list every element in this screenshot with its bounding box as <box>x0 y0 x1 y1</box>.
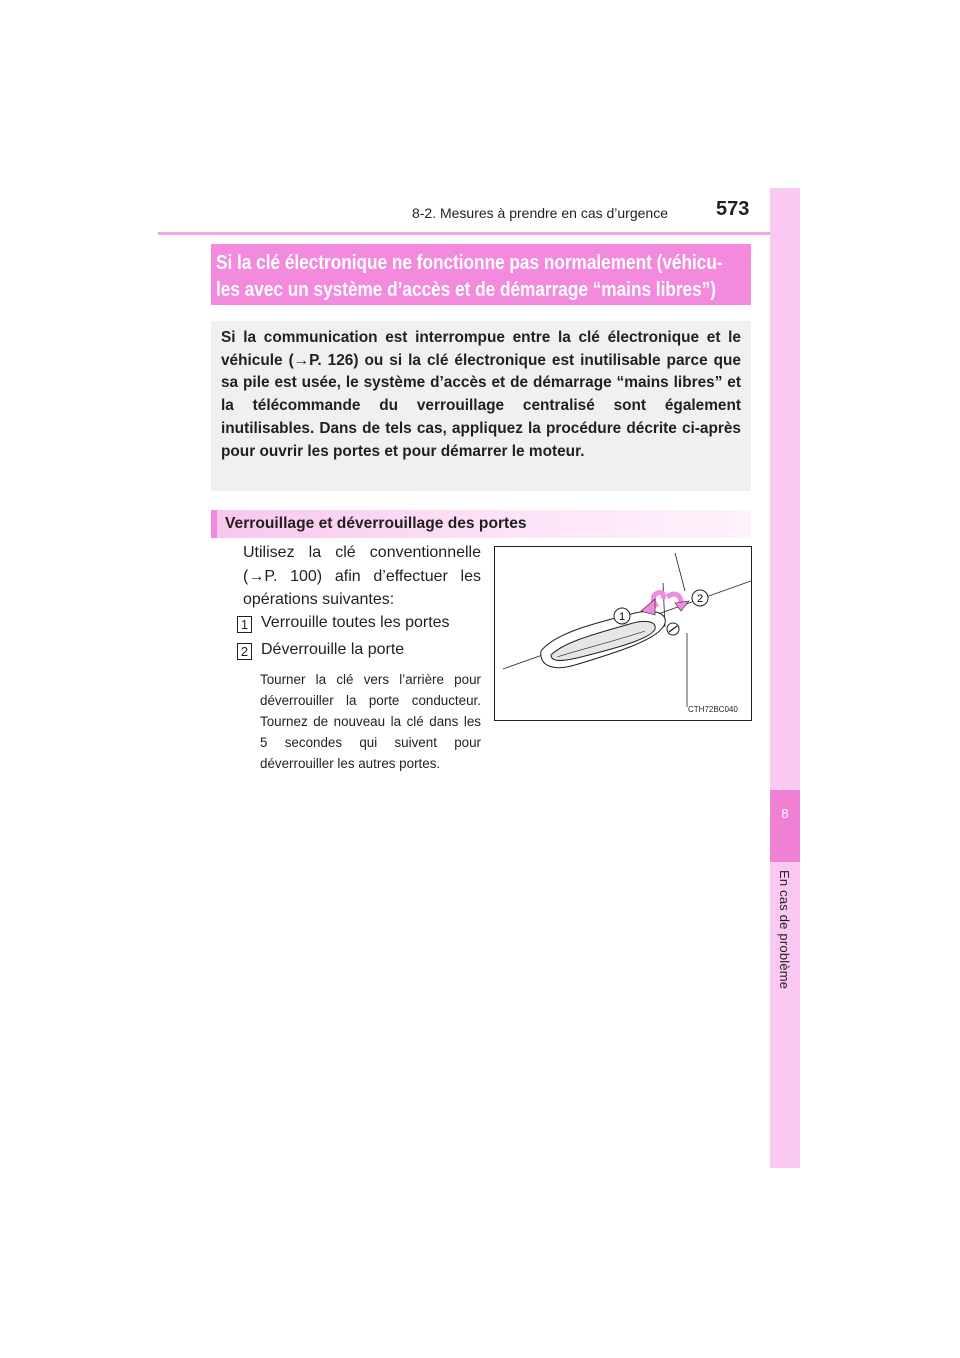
section-heading-line1: Si la clé électronique ne fonctionne pas normalement (véhicu- <box>216 252 723 274</box>
page-number: 573 <box>716 198 750 220</box>
callout-label-2: 2 <box>696 593 704 605</box>
step-label-2: Déverrouille la porte <box>261 641 405 658</box>
door-handle-illustration <box>494 546 752 721</box>
subheading: Verrouillage et déverrouillage des portes <box>225 515 527 532</box>
intro-text: Si la communication est interrompue entre la clé électronique et le véhicule (→P. 126) ou si la clé électronique est inutilisable parce que sa pile est usée, le système d’accès et de démarrage “mains libres” et la télécommande du verrouillage centralisé sont également inutilisables. Dans de tels cas, appliquez la procédure décrite ci-après pour ouvrir les portes et pour démarrer le moteur. <box>221 329 741 460</box>
section-heading-band <box>211 244 751 305</box>
chapter-number: 8 <box>781 806 789 821</box>
subheading-band <box>211 510 751 538</box>
leader-line-2 <box>675 553 685 591</box>
body-text <box>243 541 481 612</box>
door-handle-drawing <box>495 547 751 720</box>
arrow-unlock-head-icon <box>675 601 689 611</box>
intro-box <box>211 321 751 491</box>
arrow-unlock-icon <box>667 594 681 603</box>
chapter-number-tab <box>770 790 800 862</box>
chapter-side-tab <box>770 188 800 1168</box>
callout-label-1: 1 <box>618 611 626 623</box>
step-number-2: 2 <box>237 643 252 660</box>
body-paragraph: Utilisez la clé conventionnelle (→P. 100) afin d’effectuer les opérations suivantes: <box>243 544 481 608</box>
header-divider <box>158 232 799 235</box>
section-heading <box>216 250 723 304</box>
step-note: Tourner la clé vers l’arrière pour déverrouiller la porte conducteur. Tournez de nouveau la clé dans les 5 secondes qui suivent pour déverrouiller les autres portes. <box>260 672 481 771</box>
figure-code: CTH72BC040 <box>688 705 738 714</box>
section-title: 8-2. Mesures à prendre en cas d’urgence <box>411 205 668 221</box>
section-heading-line2: les avec un système d’accès et de démarrage “mains libres”) <box>216 279 717 301</box>
step-label-1: Verrouille toutes les portes <box>261 614 450 631</box>
chapter-label: En cas de problème <box>777 870 792 990</box>
subheading-accent-bar <box>211 510 217 538</box>
step-number-1: 1 <box>237 616 252 633</box>
